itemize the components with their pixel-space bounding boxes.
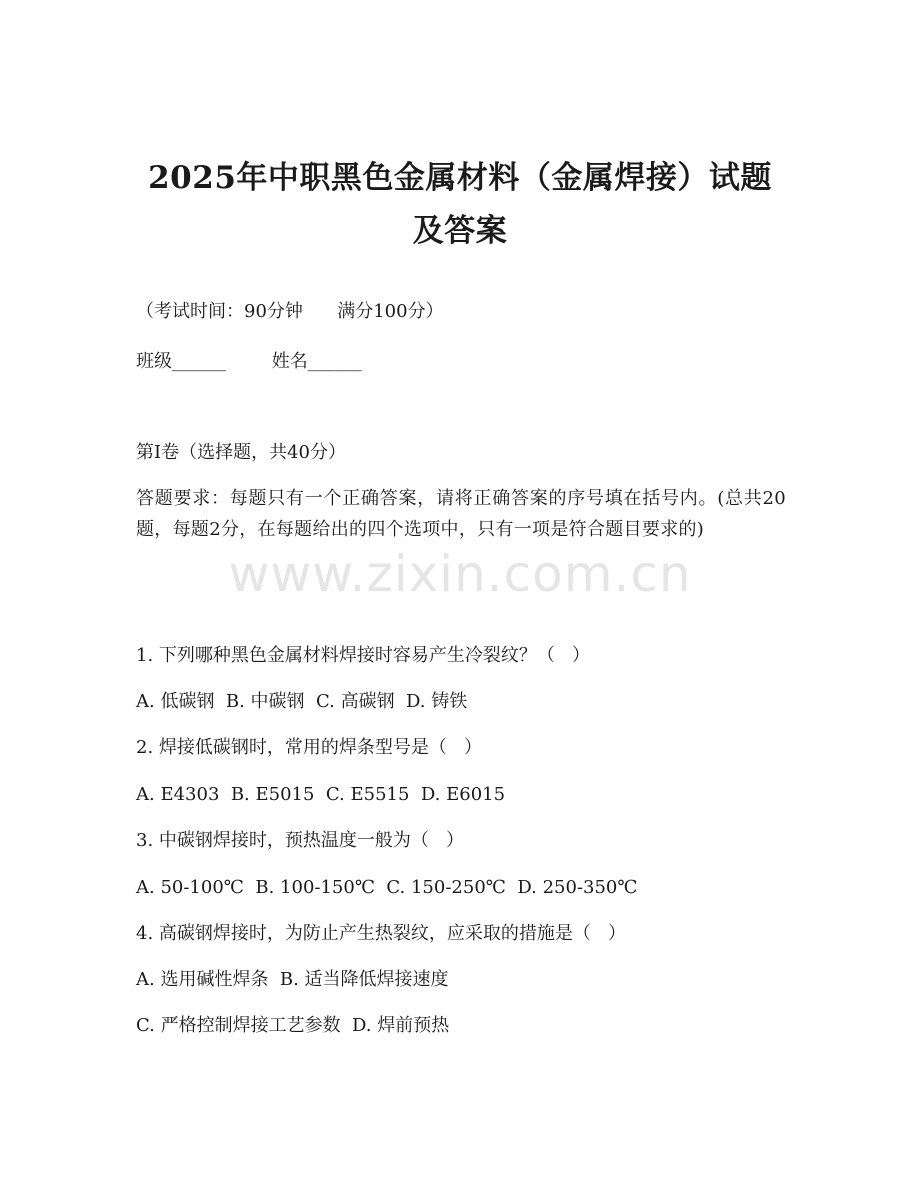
class-name-fields: 班级______ 姓名______ <box>136 351 362 372</box>
exam-info: （考试时间：90分钟 满分100分） <box>136 301 444 322</box>
question-4-stem: 4. 高碳钢焊接时，为防止产生热裂纹，应采取的措施是（ ） <box>136 923 627 944</box>
document-title <box>120 152 800 258</box>
question-1-stem: 1. 下列哪种黑色金属材料焊接时容易产生冷裂纹？（ ） <box>136 645 591 666</box>
section-header: 第I卷（选择题，共40分） <box>136 442 347 463</box>
question-4-options-cd: C. 严格控制焊接工艺参数 D. 焊前预热 <box>136 1015 450 1036</box>
title-line-1: 2025年中职黑色金属材料（金属焊接）试题 <box>148 160 772 196</box>
question-3-options: A. 50-100℃ B. 100-150℃ C. 150-250℃ D. 250-350℃ <box>136 877 638 898</box>
question-3-stem: 3. 中碳钢焊接时，预热温度一般为（ ） <box>136 830 465 851</box>
question-1-options: A. 低碳钢 B. 中碳钢 C. 高碳钢 D. 铸铁 <box>136 691 468 712</box>
question-4-options-ab: A. 选用碱性焊条 B. 适当降低焊接速度 <box>136 969 449 990</box>
watermark: www.zixin.com.cn <box>228 545 692 603</box>
question-2-options: A. E4303 B. E5015 C. E5515 D. E6015 <box>136 784 506 805</box>
answer-instructions: 答题要求：每题只有一个正确答案，请将正确答案的序号填在括号内。(总共20题，每题2分，在每题给出的四个选项中，只有一项是符合题目要求的) <box>136 488 786 540</box>
title-line-2: 及答案 <box>412 213 508 249</box>
question-2-stem: 2. 焊接低碳钢时，常用的焊条型号是（ ） <box>136 737 483 758</box>
